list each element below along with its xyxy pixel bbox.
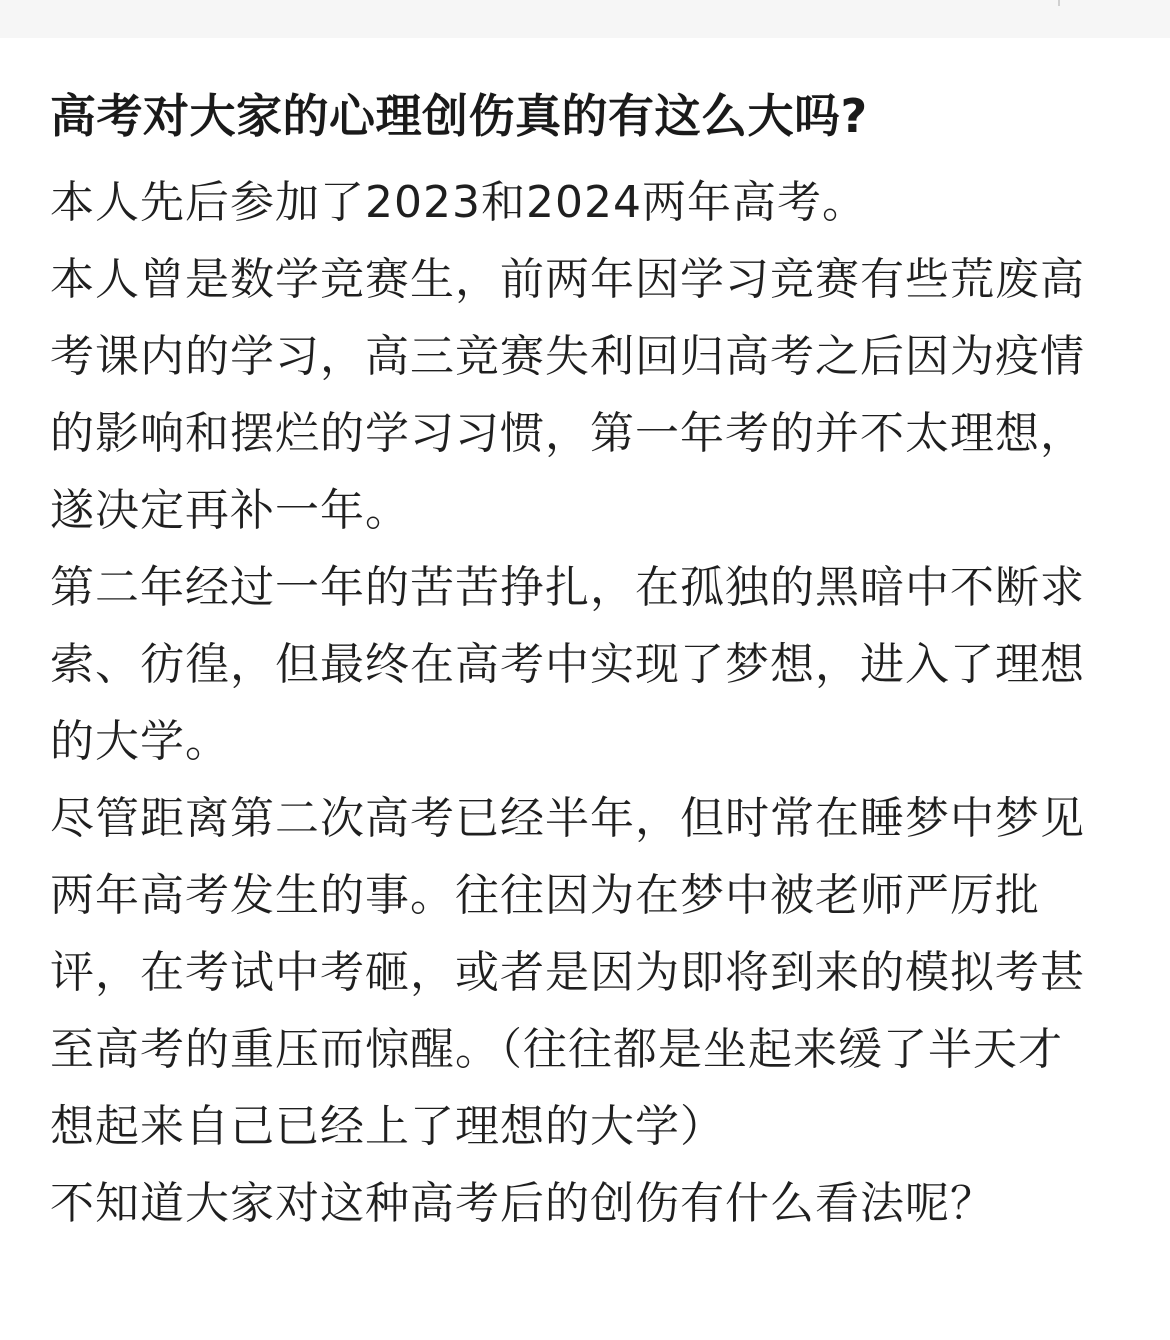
post-content <box>50 84 1090 1242</box>
post-paragraph-1: 本人先后参加了2023和2024两年高考。 <box>50 177 867 228</box>
post-paragraph-5: 不知道大家对这种高考后的创伤有什么看法呢？ <box>50 1178 995 1229</box>
post-paragraph-4: 尽管距离第二次高考已经半年，但时常在睡梦中梦见两年高考发生的事。往往因为在梦中被老师严厉批评，在考试中考砸，或者是因为即将到来的模拟考甚至高考的重压而惊醒。（往往都是坐起来缓了半天才想起来自己已经上了理想的大学） <box>50 793 1085 1152</box>
post-paragraph-3: 第二年经过一年的苦苦挣扎，在孤独的黑暗中不断求索、彷徨，但最终在高考中实现了梦想，进入了理想的大学。 <box>50 562 1085 767</box>
post-paragraph-2: 本人曾是数学竞赛生，前两年因学习竞赛有些荒废高考课内的学习，高三竞赛失利回归高考之后因为疫情的影响和摆烂的学习习惯，第一年考的并不太理想，遂决定再补一年。 <box>50 254 1085 536</box>
top-strip-mark <box>1058 0 1060 6</box>
post-title: 高考对大家的心理创伤真的有这么大吗? <box>50 89 868 143</box>
post-body <box>50 164 1090 1242</box>
top-strip <box>0 0 1170 38</box>
